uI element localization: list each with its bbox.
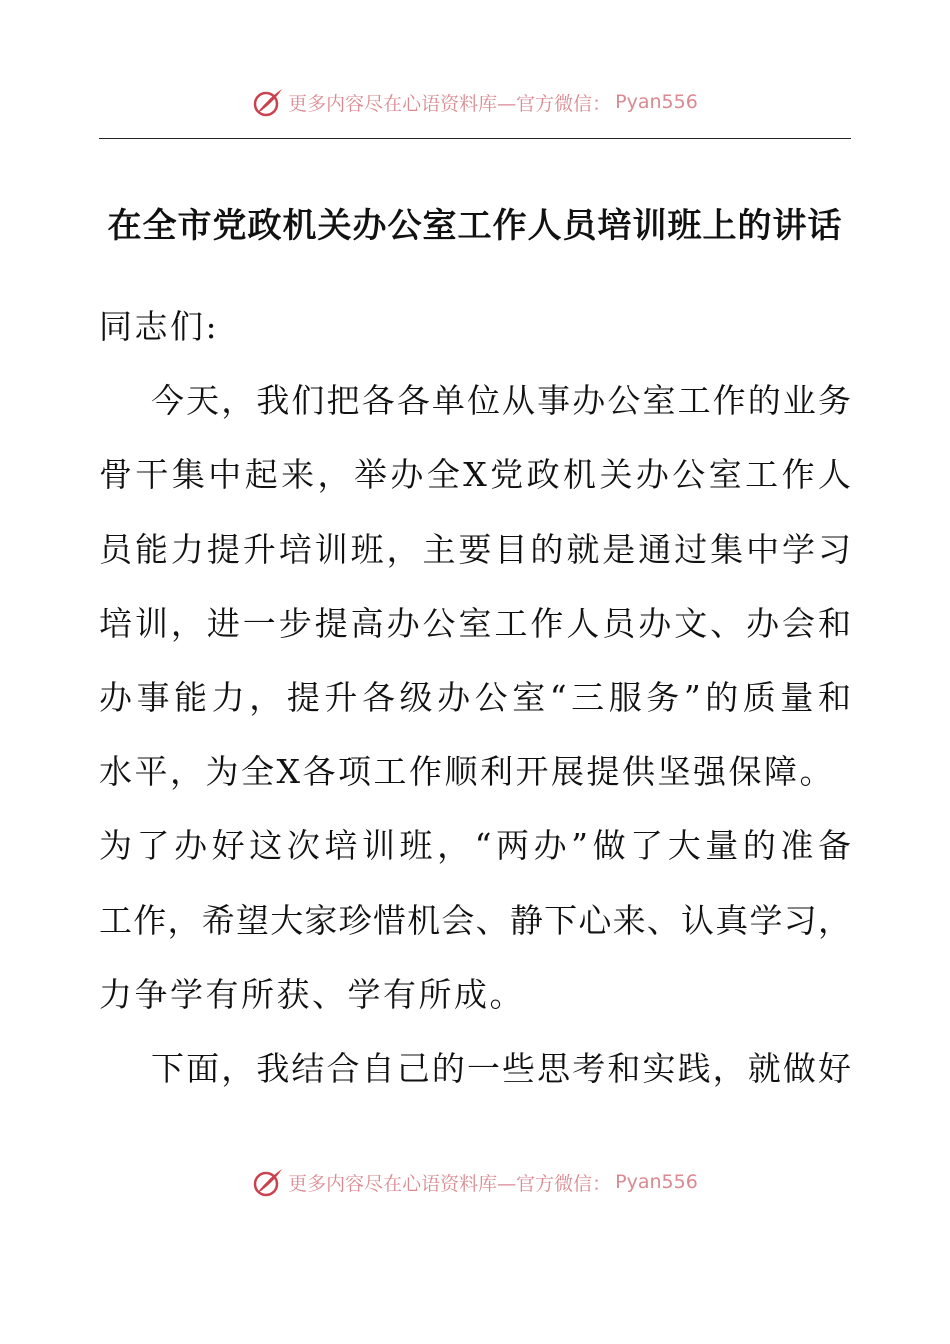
document-title: 在全市党政机关办公室工作人员培训班上的讲话 <box>107 206 843 246</box>
paragraph-line: 员能力提升培训班，主要目的就是通过集中学习 <box>99 529 851 569</box>
paragraph-line: 为了办好这次培训班，“两办”做了大量的准备 <box>99 826 851 866</box>
watermark-contact-id: Pyan556 <box>615 91 698 113</box>
paragraph-line: 办事能力，提升各级办公室“三服务”的质量和 <box>99 677 851 717</box>
watermark-contact-id: Pyan556 <box>615 1171 698 1193</box>
paragraph-line: 力争学有所获、学有所成。 <box>99 974 525 1014</box>
paragraph-line: 工作，希望大家珍惜机会、静下心来、认真学习， <box>99 900 851 940</box>
paragraph-line: 水平，为全X各项工作顺利开展提供坚强保障。 <box>99 752 835 792</box>
paragraph-line: 骨干集中起来，举办全X党政机关办公室工作人 <box>99 455 851 495</box>
document-body <box>99 290 851 1106</box>
header-divider <box>99 138 851 139</box>
watermark-brand-text: 更多内容尽在心语资料库—官方微信： <box>288 1172 612 1195</box>
header-watermark <box>0 82 950 122</box>
quill-pen-logo-icon <box>252 1166 284 1198</box>
paragraph-line: 下面，我结合自己的一些思考和实践，就做好 <box>151 1048 851 1088</box>
quill-pen-logo-icon <box>252 86 284 118</box>
footer-watermark <box>0 1162 950 1202</box>
paragraph-line: 培训，进一步提高办公室工作人员办文、办会和 <box>99 603 851 643</box>
watermark-brand-text: 更多内容尽在心语资料库—官方微信： <box>288 92 612 115</box>
salutation: 同志们: <box>99 307 220 346</box>
paragraph-line: 今天，我们把各各单位从事办公室工作的业务 <box>151 381 851 421</box>
